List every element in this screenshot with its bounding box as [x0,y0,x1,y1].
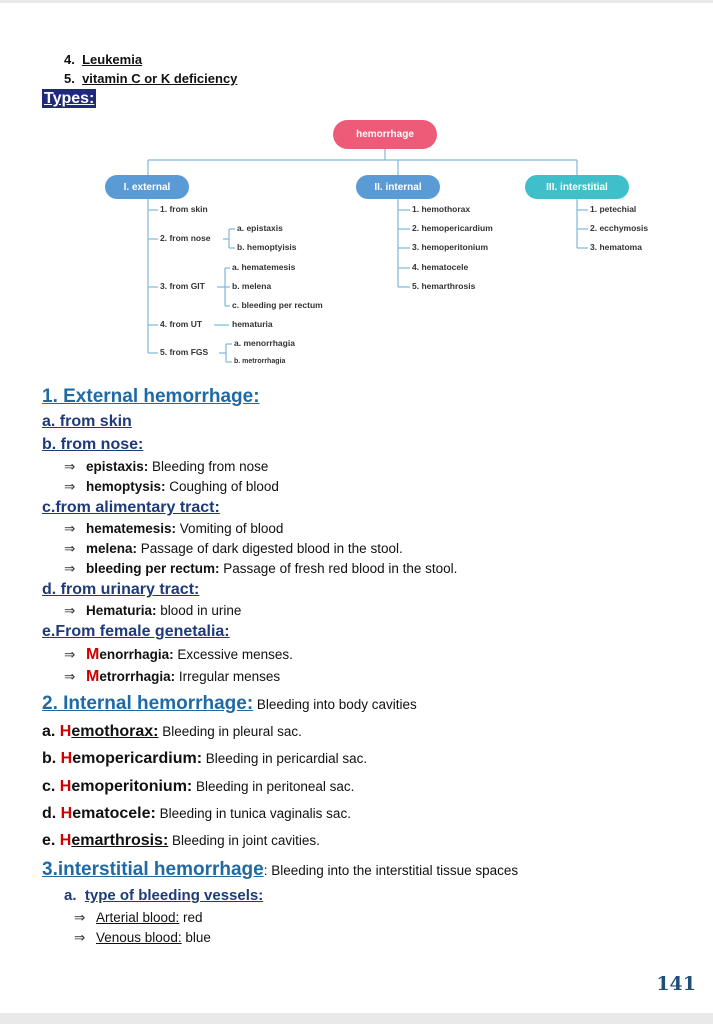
internal-item: 5. hemarthrosis [412,281,476,291]
root-node: hemorrhage [333,120,437,149]
internal-item: 3. hemoperitonium [412,242,489,252]
nose-sub-item: b. hemoptyisis [237,242,297,252]
fgs-sub-item: a. menorrhagia [234,338,295,348]
arrow-icon: ⇒ [64,561,76,576]
section-1b: b. from nose: [42,436,144,453]
arrow-icon: ⇒ [74,910,86,925]
arrow-icon: ⇒ [64,669,76,684]
git-sub-item: a. hematemesis [232,262,296,272]
list-item: a. Hemothorax: Bleeding in pleural sac. [42,723,302,740]
interstitial-node: III. interstitial [525,175,629,199]
section-1c: c.from alimentary tract: [42,499,220,516]
list-item: c. Hemoperitonium: Bleeding in peritoneal sac. [42,778,355,795]
external-node: I. external [105,175,189,199]
list-item: ⇒ Venous blood: blue [74,930,211,945]
external-item: 1. from skin [160,204,208,214]
arrow-icon: ⇒ [64,541,76,556]
section-1e: e.From female genetalia: [42,623,230,640]
section-2-title: 2. Internal hemorrhage: [42,693,254,714]
interstitial-item: 3. hematoma [590,242,642,252]
section-3a: a. type of bleeding vessels: [64,887,264,904]
nose-sub-item: a. epistaxis [237,223,283,233]
arrow-icon: ⇒ [64,521,76,536]
git-sub-item: b. melena [232,281,272,291]
list-item: ⇒ Hematuria: blood in urine [64,603,242,618]
fgs-sub-item: b. metrorrhagia [234,358,286,365]
document-page [0,3,713,1013]
section-2-header: 2. Internal hemorrhage: Bleeding into body cavities [42,693,417,714]
ut-sub-item: hematuria [232,319,273,329]
interstitial-item: 2. ecchymosis [590,223,649,233]
list-item: d. Hematocele: Bleeding in tunica vaginalis sac. [42,805,351,822]
external-item: 5. from FGS [160,347,209,357]
list-item: ⇒ Menorrhagia: Excessive menses. [64,646,293,663]
section-1d: d. from urinary tract: [42,581,200,598]
list-item: ⇒ Arterial blood: red [74,910,203,925]
git-sub-item: c. bleeding per rectum [232,300,323,310]
internal-item: 2. hemopericardium [412,223,493,233]
list-item: ⇒ epistaxis: Bleeding from nose [64,459,269,474]
arrow-icon: ⇒ [74,930,86,945]
internal-item: 4. hematocele [412,262,469,272]
arrow-icon: ⇒ [64,459,76,474]
list-item: 4. Leukemia [64,52,143,67]
arrow-icon: ⇒ [64,647,76,662]
types-heading: Types: [44,90,95,107]
arrow-icon: ⇒ [64,603,76,618]
section-1a: a. from skin [42,413,132,430]
external-item: 4. from UT [160,319,203,329]
list-item: ⇒ melena: Passage of dark digested blood in the stool. [64,541,403,556]
list-item: b. Hemopericardium: Bleeding in pericardial sac. [42,750,368,767]
section-3-header: 3.interstitial hemorrhage: Bleeding into the interstitial tissue spaces [42,859,519,880]
interstitial-item: 1. petechial [590,204,637,214]
list-item: ⇒ hematemesis: Vomiting of blood [64,521,284,536]
page-number: 141 [656,973,696,995]
list-item: 5. vitamin C or K deficiency [64,71,238,86]
external-item: 2. from nose [160,233,211,243]
internal-node: II. internal [356,175,440,199]
list-item: ⇒ bleeding per rectum: Passage of fresh red blood in the stool. [64,561,458,576]
arrow-icon: ⇒ [64,479,76,494]
internal-item: 1. hemothorax [412,204,471,214]
list-item: ⇒ Metrorrhagia: Irregular menses [64,668,281,685]
section-3-title: 3.interstitial hemorrhage [42,859,264,880]
section-1-title: 1. External hemorrhage: [42,386,260,407]
list-item: e. Hemarthrosis: Bleeding in joint cavities. [42,832,320,849]
external-item: 3. from GIT [160,281,205,291]
list-item: ⇒ hemoptysis: Coughing of blood [64,479,279,494]
